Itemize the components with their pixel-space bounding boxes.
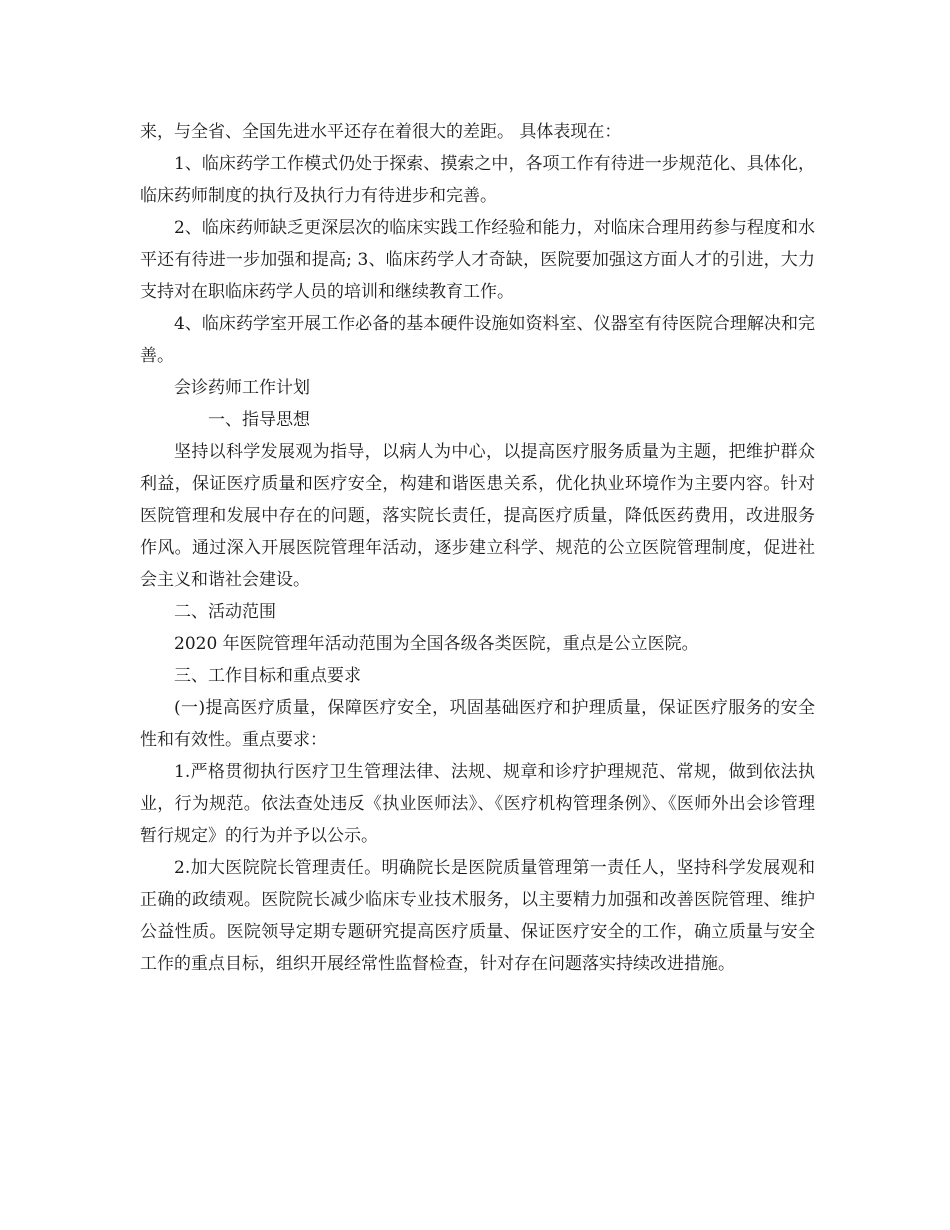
paragraph-goal-1: (一)提高医疗质量，保障医疗安全，巩固基础医疗和护理质量，保证医疗服务的安全性和有效性。重点要求：	[140, 698, 815, 750]
paragraph-continuation: 来，与全省、全国先进水平还存在着很大的差距。 具体表现在：	[140, 122, 622, 142]
paragraph-item-2-3: 2、临床药师缺乏更深层次的临床实践工作经验和能力，对临床合理用药参与程度和水平还有待进一步加强和提高; 3、临床药学人才奇缺，医院要加强这方面人才的引进，大力支持对在职临床药学人员的培训和继续教育工作。	[140, 218, 815, 302]
section-title: 会诊药师工作计划	[174, 378, 310, 398]
heading-goals: 三、工作目标和重点要求	[174, 666, 361, 686]
paragraph-item-4: 4、临床药学室开展工作必备的基本硬件设施如资料室、仪器室有待医院合理解决和完善。	[140, 314, 815, 366]
heading-guiding-thought: 一、指导思想	[208, 410, 310, 430]
paragraph-item-1: 1、临床药学工作模式仍处于探索、摸索之中，各项工作有待进一步规范化、具体化，临床药师制度的执行及执行力有待进步和完善。	[140, 154, 815, 206]
heading-activity-scope: 二、活动范围	[174, 602, 276, 622]
paragraph-requirement-1: 1.严格贯彻执行医疗卫生管理法律、法规、规章和诊疗护理规范、常规，做到依法执业，行为规范。依法查处违反《执业医师法》、《医疗机构管理条例》、《医师外出会诊管理暂行规定》的行为并予以公示。	[140, 762, 815, 846]
paragraph-guiding-thought: 坚持以科学发展观为指导，以病人为中心，以提高医疗服务质量为主题，把维护群众利益，保证医疗质量和医疗安全，构建和谐医患关系，优化执业环境作为主要内容。针对医院管理和发展中存在的问题，落实院长责任，提高医疗质量，降低医药费用，改进服务作风。通过深入开展医院管理年活动，逐步建立科学、规范的公立医院管理制度，促进社会主义和谐社会建设。	[140, 442, 815, 590]
document-body	[140, 116, 815, 980]
paragraph-activity-scope: 2020 年医院管理年活动范围为全国各级各类医院，重点是公立医院。	[174, 634, 699, 654]
paragraph-requirement-2: 2.加大医院院长管理责任。明确院长是医院质量管理第一责任人，坚持科学发展观和正确的政绩观。医院院长减少临床专业技术服务，以主要精力加强和改善医院管理、维护公益性质。医院领导定期专题研究提高医疗质量、保证医疗安全的工作，确立质量与安全工作的重点目标，组织开展经常性监督检查，针对存在问题落实持续改进措施。	[140, 858, 815, 974]
